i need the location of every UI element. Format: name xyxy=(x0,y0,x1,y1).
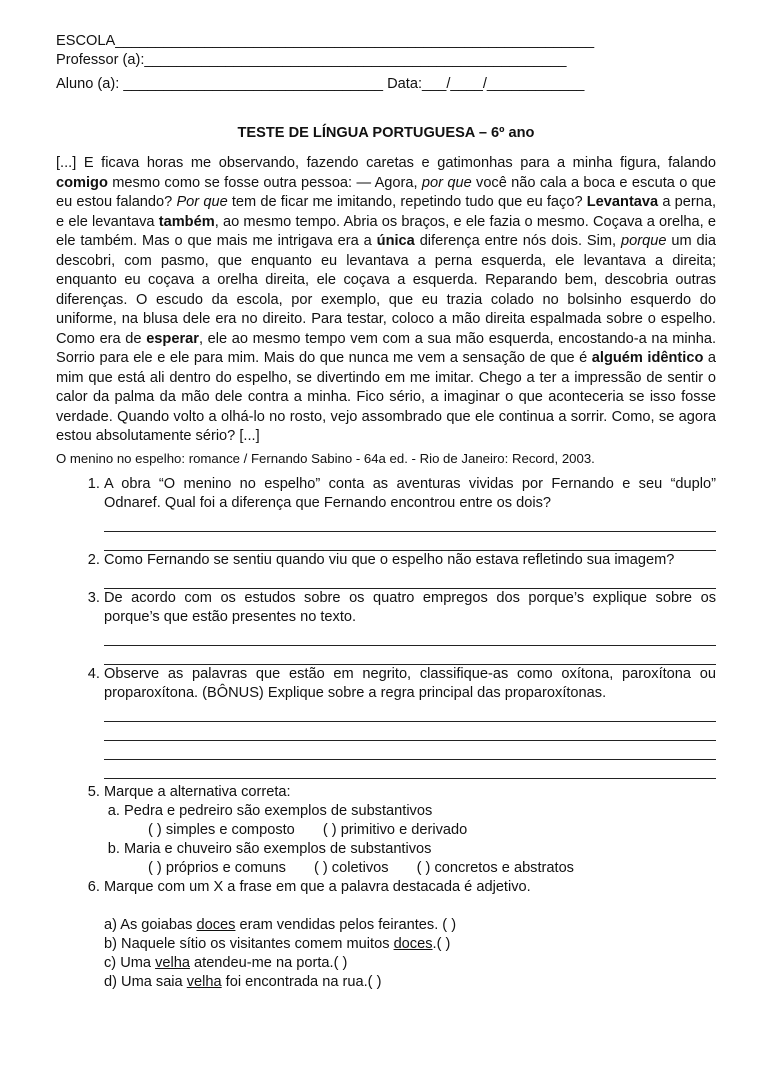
option-c[interactable]: c) Uma velha atendeu-me na porta.( ) xyxy=(104,954,348,971)
option-checkbox[interactable]: ( ) próprios e comuns xyxy=(148,859,286,876)
question-5b: b. Maria e chuveiro são exemplos de substantivos ( ) próprios e comuns ( ) coletivos ( ) concretos e abstratos xyxy=(124,840,716,878)
professor-line: Professor (a):____________________________________________________ xyxy=(56,52,567,68)
aluno-data-line xyxy=(56,75,716,94)
worksheet xyxy=(56,32,716,992)
option-checkbox[interactable]: ( ) concretos e abstratos xyxy=(416,859,574,876)
question-list xyxy=(56,475,716,992)
escola-line: ESCOLA___________________________________________________________ xyxy=(56,33,595,49)
citation: O menino no espelho: romance / Fernando Sabino - 64a ed. - Rio de Janeiro: Record, 2003. xyxy=(56,450,595,466)
option-b[interactable]: b) Naquele sítio os visitantes comem muitos doces.( ) xyxy=(104,935,451,952)
data-line: Data:___/____/____________ xyxy=(387,76,585,92)
question-5a: a. Pedra e pedreiro são exemplos de substantivos ( ) simples e composto ( ) primitivo e derivado xyxy=(124,802,716,840)
option-d[interactable]: d) Uma saia velha foi encontrada na rua.( ) xyxy=(104,973,382,990)
answer-line[interactable] xyxy=(104,513,716,532)
question-2: 2. Como Fernando se sentiu quando viu que o espelho não estava refletindo sua imagem? xyxy=(104,551,716,589)
question-5: 5. Marque a alternativa correta: a. Pedra e pedreiro são exemplos de substantivos ( ) simples e composto ( ) primitivo e derivado b. Maria e chuveiro são exemplos de substantivos ( ) próprios e comuns ( ) coletivos ( ) concretos e abstratos xyxy=(104,783,716,878)
answer-line[interactable] xyxy=(104,627,716,646)
answer-line[interactable] xyxy=(104,703,716,722)
question-3: 3. De acordo com os estudos sobre os quatro empregos dos porque’s explique sobre os porque’s que estão presentes no texto. xyxy=(104,589,716,665)
answer-line[interactable] xyxy=(104,570,716,589)
page-title: TESTE DE LÍNGUA PORTUGUESA – 6º ano xyxy=(237,125,535,141)
option-a[interactable]: a) As goiabas doces eram vendidas pelos feirantes. ( ) xyxy=(104,916,457,933)
answer-line[interactable] xyxy=(104,646,716,665)
question-1: 1. A obra “O menino no espelho” conta as aventuras vividas por Fernando e seu “duplo” Odnaref. Qual foi a diferença que Fernando encontrou entre os dois? xyxy=(104,475,716,551)
answer-line[interactable] xyxy=(104,532,716,551)
question-4: 4. Observe as palavras que estão em negrito, classifique-as como oxítona, paroxítona ou proparoxítona. (BÔNUS) Explique sobre a regra principal das proparoxítonas. xyxy=(104,665,716,779)
option-checkbox[interactable]: ( ) coletivos xyxy=(313,859,389,876)
question-6: 6. Marque com um X a frase em que a palavra destacada é adjetivo. a) As goiabas doces eram vendidas pelos feirantes. ( ) b) Naquele sítio os visitantes comem muitos doces.( ) c) Uma velha atendeu-me na porta.( ) d) Uma saia velha foi encontrada na rua.( ) xyxy=(104,878,716,992)
answer-line[interactable] xyxy=(104,760,716,779)
answer-line[interactable] xyxy=(104,722,716,741)
aluno-line: Aluno (a): ________________________________ xyxy=(56,76,384,92)
reading-passage: [...] E ficava horas me observando, fazendo caretas e gatimonhas para a minha figura, falando comigo mesmo como se fosse outra pessoa: — Agora, por que você não cala a boca e escuta o que eu estou falando? Por que tem de ficar me imitando, repetindo tudo que eu faço? Levantava a perna, e ele levantava também, ao mesmo tempo. Abria os braços, e ele fazia o mesmo. Coçava a orelha, e ele também. Mas o que mais me intrigava era a única diferença entre nós dois. Sim, porque um dia descobri, com pasmo, que enquanto eu levantava a perna esquerda, ele levantava a direita; enquanto eu coçava a orelha direita, ele coçava a esquerda. Reparando bem, descobria outras diferenças. O escudo da escola, por exemplo, que eu trazia colado no bolsinho esquerdo do uniforme, na blusa dele era no direito. Para testar, coloco a mão direita espalmada sobre o espelho. Como era de esperar, ele ao mesmo tempo vem com a sua mão esquerda, encostando-a na minha. Sorrio para ele e ele para mim. Mais do que nunca me vem a sensação de que é alguém idêntico a mim que está ali dentro do espelho, se divertindo em me imitar. Chego a ter a impressão de sentir o calor da palma da mão dele contra a minha. Fico sério, a imaginar o que aconteceria se isso fosse verdade. Quando volto a olhá-lo no rosto, vejo assombrado que ele continua a sorrir. Como, se agora estou absolutamente sério? [...] xyxy=(56,155,717,444)
option-checkbox[interactable]: ( ) simples e composto xyxy=(148,821,295,838)
option-checkbox[interactable]: ( ) primitivo e derivado xyxy=(322,821,468,838)
answer-line[interactable] xyxy=(104,741,716,760)
